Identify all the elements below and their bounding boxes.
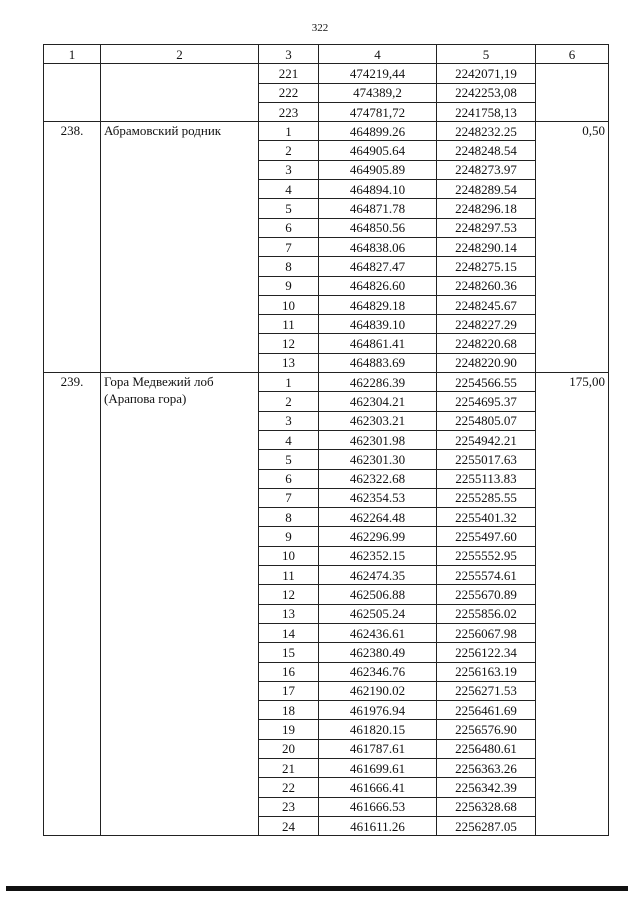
coordinate-y: 2254695.37	[437, 392, 536, 411]
coordinate-y: 2256480.61	[437, 739, 536, 758]
coordinate-x: 464905.64	[319, 141, 437, 160]
coordinate-x: 462505.24	[319, 604, 437, 623]
point-number: 10	[259, 546, 319, 565]
point-number: 223	[259, 102, 319, 121]
coordinate-y: 2256271.53	[437, 681, 536, 700]
coordinate-y: 2242071,19	[437, 64, 536, 83]
point-number: 20	[259, 739, 319, 758]
object-name-line: Гора Медвежий лоб	[104, 374, 214, 390]
coordinate-x: 464899.26	[319, 122, 437, 141]
point-number: 6	[259, 218, 319, 237]
point-number: 12	[259, 585, 319, 604]
coordinate-x: 462286.39	[319, 373, 437, 392]
coordinate-x: 462301.98	[319, 430, 437, 449]
coordinate-x: 464905.89	[319, 160, 437, 179]
object-name	[101, 122, 259, 373]
header-col-3: 3	[259, 45, 319, 64]
coordinate-x: 462190.02	[319, 681, 437, 700]
coordinate-y: 2248232.25	[437, 122, 536, 141]
object-area: 175,00	[536, 373, 609, 836]
coordinate-y: 2256122.34	[437, 643, 536, 662]
point-number: 2	[259, 141, 319, 160]
point-number: 7	[259, 488, 319, 507]
point-number: 3	[259, 411, 319, 430]
coordinate-x: 462474.35	[319, 566, 437, 585]
point-number: 5	[259, 450, 319, 469]
coordinate-y: 2256363.26	[437, 758, 536, 777]
coordinate-y: 2248273.97	[437, 160, 536, 179]
coordinate-y: 2256461.69	[437, 701, 536, 720]
object-number	[44, 64, 101, 122]
page-number: 322	[311, 22, 329, 34]
point-number: 4	[259, 180, 319, 199]
coordinate-x: 462264.48	[319, 508, 437, 527]
coordinate-y: 2254942.21	[437, 430, 536, 449]
coordinate-y: 2248227.29	[437, 315, 536, 334]
coordinate-y: 2256067.98	[437, 623, 536, 642]
point-number: 16	[259, 662, 319, 681]
coordinate-y: 2256163.19	[437, 662, 536, 681]
table-row	[44, 122, 609, 141]
point-number: 221	[259, 64, 319, 83]
point-number: 11	[259, 566, 319, 585]
coordinate-y: 2256328.68	[437, 797, 536, 816]
coordinate-x: 474389,2	[319, 83, 437, 102]
coordinate-y: 2248275.15	[437, 257, 536, 276]
coordinate-y: 2255113.83	[437, 469, 536, 488]
coordinate-y: 2255856.02	[437, 604, 536, 623]
table-row	[44, 373, 609, 392]
coordinates-table	[43, 44, 609, 836]
coordinate-x: 464861.41	[319, 334, 437, 353]
point-number: 23	[259, 797, 319, 816]
coordinate-y: 2256576.90	[437, 720, 536, 739]
header-col-5: 5	[437, 45, 536, 64]
coordinate-y: 2255552.95	[437, 546, 536, 565]
coordinate-x: 462346.76	[319, 662, 437, 681]
point-number: 9	[259, 276, 319, 295]
object-name	[101, 373, 259, 836]
coordinate-x: 464883.69	[319, 353, 437, 372]
coordinate-x: 462436.61	[319, 623, 437, 642]
point-number: 22	[259, 778, 319, 797]
coordinate-y: 2255017.63	[437, 450, 536, 469]
coordinate-x: 461787.61	[319, 739, 437, 758]
coordinate-x: 462352.15	[319, 546, 437, 565]
point-number: 19	[259, 720, 319, 739]
coordinate-y: 2254566.55	[437, 373, 536, 392]
coordinate-x: 461611.26	[319, 816, 437, 835]
object-name-line: (Арапова гора)	[104, 391, 187, 407]
header-col-6: 6	[536, 45, 609, 64]
coordinate-x: 461666.41	[319, 778, 437, 797]
coordinate-y: 2248220.68	[437, 334, 536, 353]
coordinate-x: 462380.49	[319, 643, 437, 662]
object-number: 239.	[44, 373, 101, 836]
coordinate-y: 2248289.54	[437, 180, 536, 199]
coordinate-y: 2255670.89	[437, 585, 536, 604]
bottom-rule	[6, 886, 628, 891]
object-area: 0,50	[536, 122, 609, 373]
point-number: 14	[259, 623, 319, 642]
coordinate-y: 2248296.18	[437, 199, 536, 218]
object-area	[536, 64, 609, 122]
coordinate-y: 2248297.53	[437, 218, 536, 237]
coordinate-x: 464839.10	[319, 315, 437, 334]
coordinate-y: 2241758,13	[437, 102, 536, 121]
coordinate-x: 464827.47	[319, 257, 437, 276]
point-number: 18	[259, 701, 319, 720]
point-number: 6	[259, 469, 319, 488]
header-col-1: 1	[44, 45, 101, 64]
coordinate-x: 461699.61	[319, 758, 437, 777]
point-number: 8	[259, 257, 319, 276]
coordinate-y: 2256342.39	[437, 778, 536, 797]
header-col-4: 4	[319, 45, 437, 64]
point-number: 3	[259, 160, 319, 179]
point-number: 222	[259, 83, 319, 102]
coordinate-y: 2248290.14	[437, 237, 536, 256]
point-number: 12	[259, 334, 319, 353]
coordinate-x: 462301.30	[319, 450, 437, 469]
coordinate-x: 461820.15	[319, 720, 437, 739]
object-number: 238.	[44, 122, 101, 373]
coordinate-x: 474781,72	[319, 102, 437, 121]
point-number: 1	[259, 373, 319, 392]
point-number: 13	[259, 353, 319, 372]
coordinate-x: 462304.21	[319, 392, 437, 411]
table-body	[44, 64, 609, 836]
point-number: 11	[259, 315, 319, 334]
point-number: 13	[259, 604, 319, 623]
coordinate-x: 464894.10	[319, 180, 437, 199]
coordinate-y: 2255497.60	[437, 527, 536, 546]
header-row	[44, 45, 609, 64]
point-number: 2	[259, 392, 319, 411]
coordinate-y: 2248220.90	[437, 353, 536, 372]
coordinate-x: 462506.88	[319, 585, 437, 604]
table-row	[44, 64, 609, 83]
coordinate-y: 2255401.32	[437, 508, 536, 527]
coordinate-x: 464871.78	[319, 199, 437, 218]
coordinate-x: 461666.53	[319, 797, 437, 816]
coordinate-x: 461976.94	[319, 701, 437, 720]
coordinate-x: 462303.21	[319, 411, 437, 430]
point-number: 9	[259, 527, 319, 546]
point-number: 1	[259, 122, 319, 141]
point-number: 24	[259, 816, 319, 835]
coordinate-x: 464829.18	[319, 295, 437, 314]
coordinate-y: 2248260.36	[437, 276, 536, 295]
coordinate-x: 474219,44	[319, 64, 437, 83]
coordinate-x: 462354.53	[319, 488, 437, 507]
coordinate-x: 462322.68	[319, 469, 437, 488]
point-number: 21	[259, 758, 319, 777]
point-number: 4	[259, 430, 319, 449]
object-name-line: Абрамовский родник	[104, 123, 222, 139]
point-number: 8	[259, 508, 319, 527]
coordinate-y: 2255574.61	[437, 566, 536, 585]
coordinate-y: 2255285.55	[437, 488, 536, 507]
point-number: 15	[259, 643, 319, 662]
coordinate-y: 2242253,08	[437, 83, 536, 102]
point-number: 5	[259, 199, 319, 218]
point-number: 17	[259, 681, 319, 700]
point-number: 7	[259, 237, 319, 256]
coordinate-y: 2248245.67	[437, 295, 536, 314]
coordinate-y: 2248248.54	[437, 141, 536, 160]
coordinate-x: 464826.60	[319, 276, 437, 295]
header-col-2: 2	[101, 45, 259, 64]
coordinate-x: 462296.99	[319, 527, 437, 546]
object-name	[101, 64, 259, 122]
coordinate-x: 464850.56	[319, 218, 437, 237]
coordinate-y: 2254805.07	[437, 411, 536, 430]
coordinate-x: 464838.06	[319, 237, 437, 256]
point-number: 10	[259, 295, 319, 314]
coordinate-y: 2256287.05	[437, 816, 536, 835]
